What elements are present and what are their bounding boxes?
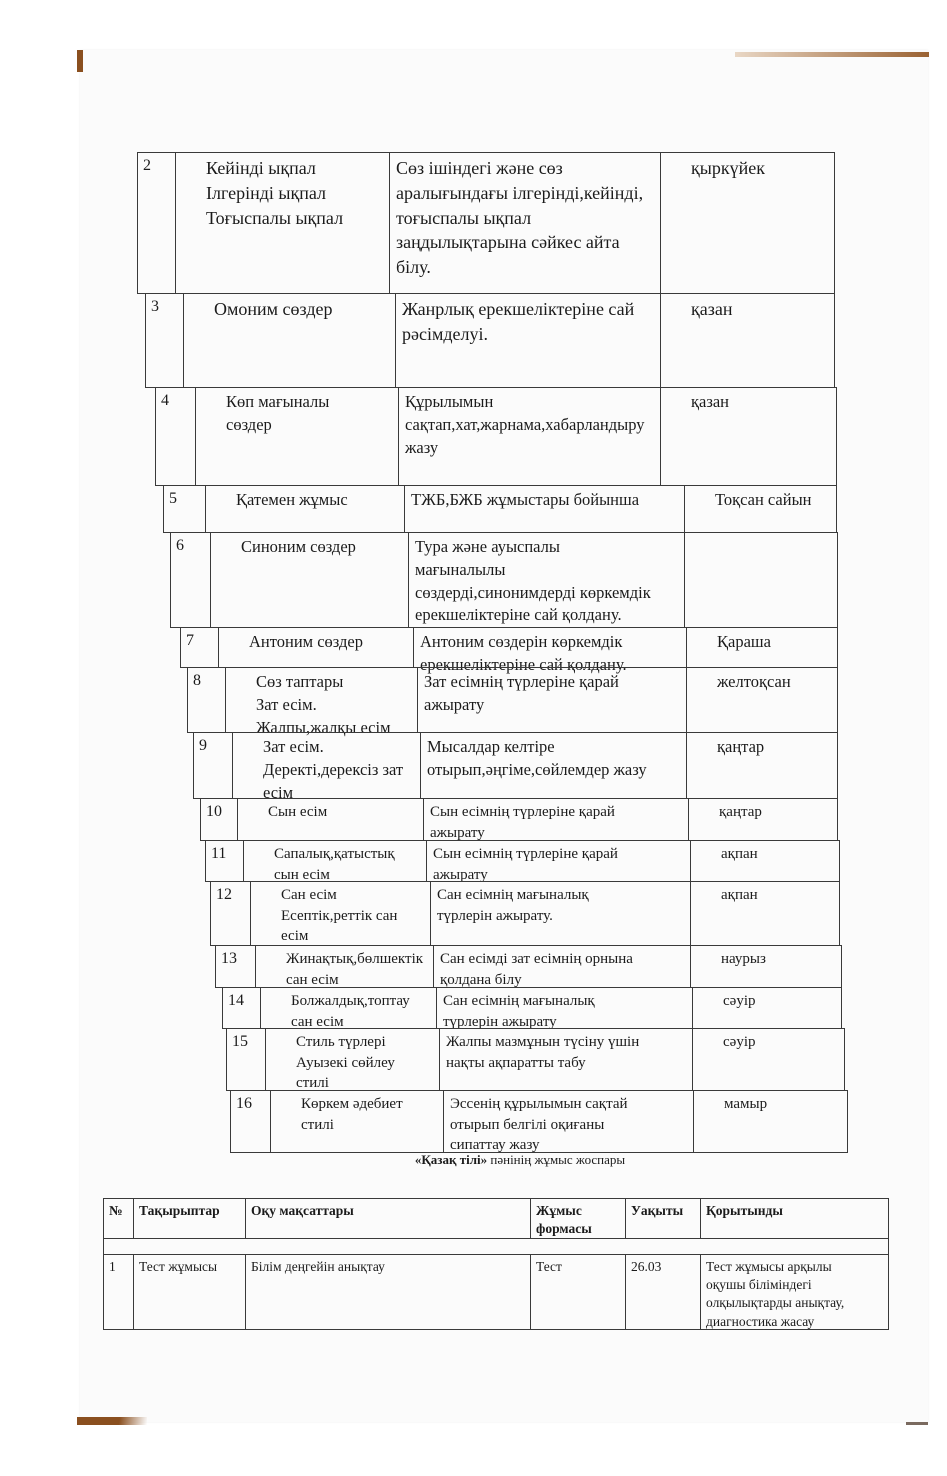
cell-time: сәуір: [723, 993, 756, 1009]
plan-row: [222, 987, 842, 1029]
cell-result: Тест жұмысы арқылы оқушы біліміндегі олқылықтарды анықтау, диагностика жасау: [706, 1259, 845, 1329]
cell-topic: Тест жұмысы: [134, 1255, 246, 1329]
cell-topic: Жинақтық,бөлшектік сан есім: [256, 946, 434, 987]
cell-topic: Омоним сөздер: [184, 294, 396, 387]
cell-topic: Сапалық,қатыстық сын есім: [244, 841, 427, 881]
cell-time: Қараша: [717, 632, 771, 651]
header-form: Жұмыс формасы: [531, 1199, 626, 1238]
cell-goal: Білім деңгейін анықтау: [246, 1255, 531, 1329]
work-table-header: [104, 1199, 888, 1239]
caption-subject: «Қазақ тілі»: [414, 1152, 488, 1167]
cell-goal: Тура және ауыспалы мағыналылы сөздерді,синонимдерді көркемдік ерекшеліктеріне сай қолдану.: [409, 533, 685, 627]
cell-topic: Қатемен жұмыс: [206, 486, 405, 532]
cell-goal: Сын есімнің түрлеріне қарай ажырату: [427, 841, 691, 881]
cell-form: Тест: [531, 1255, 626, 1329]
cell-num: 5: [164, 486, 206, 532]
cell-num: 16: [231, 1091, 271, 1152]
cell-topic: Болжалдық,топтау сан есім: [261, 988, 437, 1028]
cell-time: қаңтар: [717, 737, 765, 756]
plan-row: [215, 945, 842, 988]
cell-num: 9: [194, 733, 233, 798]
table-caption: [300, 1152, 740, 1168]
plan-row: [187, 667, 838, 737]
cell-topic: Сан есім Есептік,реттік сан есім: [251, 882, 431, 945]
plan-row: [210, 881, 840, 946]
cell-time: 26.03: [626, 1255, 701, 1329]
cell-num: 10: [201, 799, 238, 840]
cell-goal: Жалпы мазмұнын түсіну үшін нақты ақпаратты табу: [440, 1029, 693, 1090]
cell-goal: Мысалдар келтіре отырып,әңгіме,сөйлемдер жазу: [421, 733, 687, 798]
cell-topic: Антоним сөздер: [219, 628, 414, 667]
plan-row: [137, 152, 835, 294]
cell-goal: Құрылымын сақтап,хат,жарнама,хабарландыру жазу: [399, 388, 661, 485]
cell-num: 12: [211, 882, 251, 945]
plan-row: [200, 798, 838, 841]
cell-topic: Көп мағыналы сөздер: [196, 388, 399, 485]
plan-row: [155, 387, 837, 486]
caption-text: пәнінің жұмыс жоспары: [487, 1152, 626, 1167]
cell-num: 11: [206, 841, 244, 881]
plan-row: [170, 532, 838, 628]
cell-time: [685, 533, 839, 627]
cell-num: 4: [156, 388, 196, 485]
cell-time: наурыз: [721, 951, 766, 967]
plan-row: [205, 840, 840, 882]
plan-row: [145, 293, 835, 388]
cell-goal: Сын есімнің түрлеріне қарай ажырату: [424, 799, 689, 840]
header-topics: Тақырыптар: [134, 1199, 246, 1238]
cell-num: 8: [188, 668, 226, 732]
cell-topic: Синоним сөздер: [211, 533, 409, 627]
cell-time: қазан: [691, 392, 730, 411]
paper-edge-bottom-left: [77, 1417, 147, 1425]
cell-num: 13: [216, 946, 256, 987]
cell-goal: Сөз ішіндегі және сөз аралығындағы ілгерінді,кейінді, тоғыспалы ықпал заңдылықтарына сәйкес айта білу.: [390, 153, 661, 293]
plan-row: [193, 732, 838, 802]
cell-time: ақпан: [721, 846, 758, 862]
paper-edge-bottom-right: [906, 1422, 928, 1425]
header-num: №: [104, 1199, 134, 1238]
cell-num: 1: [104, 1255, 134, 1329]
cell-goal: Сан есімді зат есімнің орнына қолдана білу: [434, 946, 691, 987]
cell-num: 14: [223, 988, 261, 1028]
cell-goal: Сан есімнің мағыналық түрлерін ажырату: [437, 988, 693, 1028]
plan-row: [226, 1028, 845, 1091]
cell-time: қыркүйек: [691, 158, 765, 178]
work-table-spacer-row: [104, 1239, 888, 1255]
cell-goal: Эссенің құрылымын сақтай отырып белгілі оқиғаны сипаттау жазу: [444, 1091, 694, 1152]
cell-num: 7: [181, 628, 219, 667]
cell-time: Тоқсан сайын: [715, 490, 812, 509]
header-time: Уақыты: [626, 1199, 701, 1238]
cell-time: мамыр: [724, 1096, 768, 1112]
cell-topic: Зат есім. Деректі,дерексіз зат есім: [233, 733, 421, 798]
header-goals: Оқу мақсаттары: [246, 1199, 531, 1238]
plan-row: [180, 627, 838, 674]
paper-edge-top: [735, 52, 929, 57]
cell-topic: Стиль түрлері Ауызекі сөйлеу стилі: [266, 1029, 440, 1090]
cell-goal: ТЖБ,БЖБ жұмыстары бойынша: [405, 486, 685, 532]
cell-num: 6: [171, 533, 211, 627]
plan-row: [163, 485, 837, 533]
cell-time: сәуір: [723, 1034, 756, 1050]
cell-goal: Антоним сөздерін көркемдік ерекшеліктеріне сай қолдану.: [414, 628, 687, 667]
work-table: [103, 1198, 889, 1330]
cell-topic: Сын есім: [238, 799, 424, 840]
cell-goal: Сан есімнің мағыналық түрлерін ажырату.: [431, 882, 691, 945]
header-result: Қорытынды: [706, 1203, 783, 1218]
cell-time: ақпан: [721, 887, 758, 903]
cell-num: 2: [138, 153, 176, 293]
cell-topic: Сөз таптары Зат есім. Жалпы,жалқы есім: [226, 668, 418, 732]
cell-time: қаңтар: [719, 804, 762, 820]
cell-time: қазан: [691, 299, 733, 319]
cell-topic: Кейінді ықпал Ілгерінді ықпал Тоғыспалы ықпал: [176, 153, 390, 293]
cell-num: 15: [227, 1029, 266, 1090]
table-row: [104, 1255, 888, 1329]
plan-row: [230, 1090, 848, 1153]
cell-goal: Зат есімнің түрлеріне қарай ажырату: [418, 668, 687, 732]
cell-topic: Көркем әдебиет стилі: [271, 1091, 444, 1152]
paper-edge-left: [77, 50, 83, 72]
cell-goal: Жанрлық ерекшеліктеріне сай рәсімделуі.: [396, 294, 661, 387]
cell-time: желтоқсан: [717, 672, 791, 691]
cell-num: 3: [146, 294, 184, 387]
